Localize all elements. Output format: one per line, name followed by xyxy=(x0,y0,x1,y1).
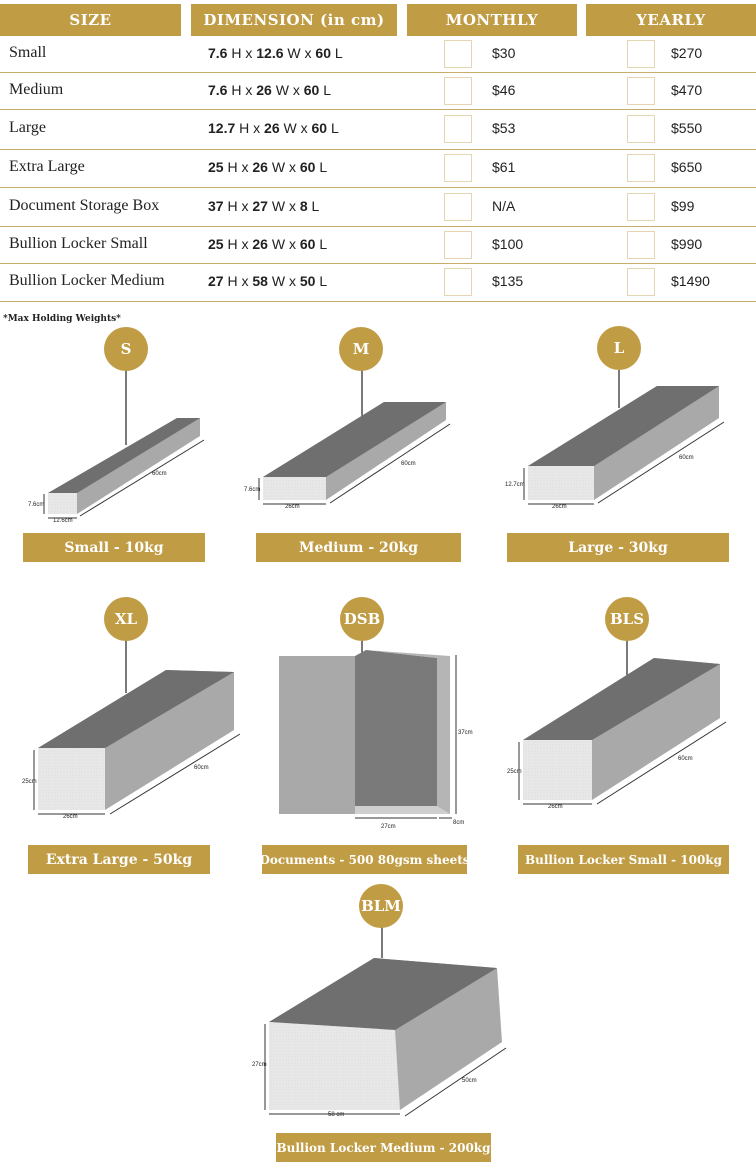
dim-times: x xyxy=(245,81,253,98)
xl-box-drawing xyxy=(34,640,240,814)
monthly-price: $135 xyxy=(492,273,524,289)
medium-length-label: 60cm xyxy=(401,461,416,467)
yearly-price: $650 xyxy=(671,159,703,175)
dim-unit-w: W xyxy=(271,159,286,175)
dim-unit-w: W xyxy=(271,235,286,252)
dim-times: x xyxy=(241,273,249,289)
dim-times: x xyxy=(241,235,249,252)
header-yearly: YEARLY xyxy=(586,4,756,36)
yearly-price: $1490 xyxy=(671,273,710,289)
xl-width-label: 26cm xyxy=(63,814,78,820)
label-bullion-locker-small: Bullion Locker Small - 100kg xyxy=(518,845,729,874)
badge-m: M xyxy=(339,327,383,371)
dim-unit-w: W xyxy=(283,120,297,136)
dim-length-value: 60 xyxy=(299,159,316,175)
dim-height-value: 25 xyxy=(208,159,224,175)
dim-length-value: 50 xyxy=(299,273,316,289)
dim-times: x xyxy=(300,120,308,136)
badge-bls: BLS xyxy=(605,597,649,641)
dim-unit-l: L xyxy=(319,159,328,175)
dim-times: x xyxy=(288,273,296,289)
dim-unit-h: H xyxy=(227,159,238,175)
dim-unit-w: W xyxy=(275,81,289,98)
badge-s: S xyxy=(104,327,148,371)
dim-times: x xyxy=(288,235,296,252)
label-small: Small - 10kg xyxy=(23,533,205,562)
dsb-width-label: 27cm xyxy=(381,824,396,830)
large-width-label: 26cm xyxy=(552,504,567,510)
dim-unit-w: W xyxy=(271,197,286,214)
dim-width-value: 26 xyxy=(256,81,272,98)
xl-height-label: 25cm xyxy=(22,779,37,785)
badge-xl: XL xyxy=(104,597,148,641)
blm-length-label: 50cm xyxy=(462,1078,477,1084)
blm-box-drawing xyxy=(265,926,506,1116)
yearly-price: $99 xyxy=(671,197,695,214)
dim-unit-l: L xyxy=(319,273,328,289)
dim-width-value: 26 xyxy=(264,120,280,136)
label-large: Large - 30kg xyxy=(507,533,729,562)
row-size: Extra Large xyxy=(9,158,85,175)
row-size: Document Storage Box xyxy=(9,196,160,214)
dim-times: x xyxy=(304,45,312,61)
dim-length-value: 60 xyxy=(315,45,331,61)
dim-times: x xyxy=(245,45,253,61)
large-length-label: 60cm xyxy=(679,455,694,461)
dim-unit-w: W xyxy=(287,45,301,61)
xl-length-label: 60cm xyxy=(194,765,209,771)
label-medium: Medium - 20kg xyxy=(256,533,461,562)
dsb-depth-label: 8cm xyxy=(453,820,465,826)
bls-height-label: 25cm xyxy=(507,769,522,775)
dim-times: x xyxy=(241,197,249,214)
monthly-price: $30 xyxy=(492,45,516,61)
row-size: Bullion Locker Small xyxy=(9,234,148,252)
dim-height-value: 27 xyxy=(208,273,224,289)
label-extra-large: Extra Large - 50kg xyxy=(28,845,210,874)
header-monthly: MONTHLY xyxy=(407,4,577,36)
dim-unit-w: W xyxy=(271,273,286,289)
row-size: Medium xyxy=(9,80,64,98)
bls-width-label: 26cm xyxy=(548,804,563,810)
dim-times: x xyxy=(292,81,300,98)
dim-unit-l: L xyxy=(334,45,343,61)
yearly-price: $470 xyxy=(671,81,703,98)
yearly-price: $270 xyxy=(671,45,703,61)
dim-unit-h: H xyxy=(239,120,250,136)
monthly-price: N/A xyxy=(492,197,516,214)
monthly-price: $100 xyxy=(492,235,524,252)
medium-box-drawing xyxy=(259,370,450,504)
dim-length-value: 60 xyxy=(311,120,328,136)
blm-height-label: 27cm xyxy=(252,1062,267,1068)
large-height-label: 12.7cm xyxy=(505,482,525,488)
dim-height-value: 7.6 xyxy=(208,45,228,61)
monthly-price: $61 xyxy=(492,159,516,175)
dsb-box-drawing xyxy=(279,640,456,818)
dim-height-value: 7.6 xyxy=(208,81,228,98)
dim-unit-l: L xyxy=(319,235,328,252)
max-weights-note: *Max Holding Weights* xyxy=(3,314,121,324)
row-size: Small xyxy=(9,44,47,61)
badge-l: L xyxy=(597,326,641,370)
badge-blm: BLM xyxy=(359,884,403,928)
dim-length-value: 60 xyxy=(303,81,320,98)
small-width-label: 12.6cm xyxy=(53,518,73,524)
dim-unit-h: H xyxy=(231,45,242,61)
bls-box-drawing xyxy=(519,640,726,804)
dim-times: x xyxy=(288,197,296,214)
dim-width-value: 26 xyxy=(252,235,268,252)
dim-width-value: 12.6 xyxy=(256,45,284,61)
dim-width-value: 27 xyxy=(252,197,268,214)
small-box-drawing xyxy=(44,370,204,518)
dim-unit-l: L xyxy=(330,120,339,136)
label-documents: Documents - 500 80gsm sheets xyxy=(262,845,467,874)
badge-dsb: DSB xyxy=(340,597,384,641)
dim-height-value: 37 xyxy=(208,197,224,214)
dsb-height-label: 37cm xyxy=(458,730,473,736)
row-size: Large xyxy=(9,119,47,136)
dim-width-value: 26 xyxy=(252,159,268,175)
monthly-price: $46 xyxy=(492,81,516,98)
bls-length-label: 60cm xyxy=(678,756,693,762)
small-height-label: 7.6cm xyxy=(28,502,45,508)
dim-times: x xyxy=(288,159,296,175)
dim-length-value: 60 xyxy=(299,235,316,252)
medium-height-label: 7.6cm xyxy=(244,487,261,493)
dim-times: x xyxy=(241,159,249,175)
yearly-price: $990 xyxy=(671,235,703,252)
dim-times: x xyxy=(253,120,261,136)
dim-width-value: 58 xyxy=(252,273,268,289)
dim-unit-h: H xyxy=(227,235,238,252)
dim-unit-h: H xyxy=(231,81,242,98)
header-size: SIZE xyxy=(0,4,181,36)
dim-length-value: 8 xyxy=(299,197,308,214)
dim-height-value: 12.7 xyxy=(208,120,236,136)
row-size: Bullion Locker Medium xyxy=(9,272,165,289)
yearly-price: $550 xyxy=(671,120,703,136)
label-bullion-locker-medium: Bullion Locker Medium - 200kg xyxy=(276,1133,491,1162)
blm-width-label: 58 cm xyxy=(328,1112,345,1118)
small-length-label: 60cm xyxy=(152,471,167,477)
dim-unit-h: H xyxy=(227,197,238,214)
monthly-price: $53 xyxy=(492,120,516,136)
header-dimension: DIMENSION (in cm) xyxy=(191,4,397,36)
dim-unit-h: H xyxy=(227,273,238,289)
medium-width-label: 26cm xyxy=(285,504,300,510)
dim-unit-l: L xyxy=(323,81,331,98)
dim-height-value: 25 xyxy=(208,235,224,252)
dim-unit-l: L xyxy=(311,197,320,214)
large-box-drawing xyxy=(524,370,724,504)
